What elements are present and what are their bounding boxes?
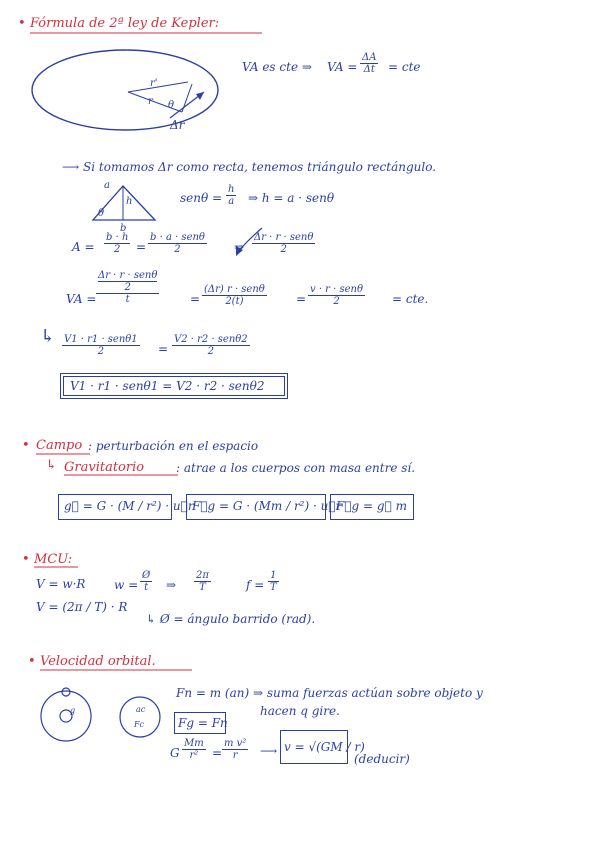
bullet-sec2: • <box>22 438 30 453</box>
area-f3-den: 2 <box>280 244 287 255</box>
campo-desc: : perturbación en el espacio <box>88 439 259 453</box>
f-frac <box>268 570 279 593</box>
tri-h: h <box>126 196 133 207</box>
v-eq5: = <box>158 342 169 356</box>
g-den: r² <box>189 750 199 761</box>
area-f1-num: b · h <box>106 232 129 243</box>
label-delta-r: Δr <box>170 118 185 132</box>
va-cte-text: VA es cte ⇒ <box>242 60 312 74</box>
f-num: 1 <box>268 570 279 582</box>
va2-f2-den: 2(t) <box>225 296 244 307</box>
va2-label: VA = <box>66 292 97 306</box>
velocity-arrowhead <box>196 92 204 100</box>
va2-eq3: = <box>190 292 201 306</box>
va2-top-num: Δr · r · senθ <box>98 270 158 281</box>
mcu-note: ↳ Ø = ángulo barrido (rad). <box>146 612 316 626</box>
va2-top-den: 2 <box>124 282 131 293</box>
satellite-dot <box>62 688 70 696</box>
va2-den: t <box>125 294 130 305</box>
va2-frac-2 <box>202 284 267 307</box>
tri-a: a <box>104 180 110 191</box>
deducir: (deducir) <box>354 752 410 766</box>
w-num: Ø <box>142 570 151 581</box>
gravitatorio-title: Gravitatorio <box>64 460 145 475</box>
va-den: Δt <box>363 64 375 75</box>
w2-den: T <box>199 582 206 593</box>
sen-fraction <box>226 184 236 207</box>
area-f1-den: 2 <box>114 244 121 255</box>
va2-f2-num: (Δr) r · senθ <box>204 284 265 295</box>
va2-big-num <box>96 270 159 294</box>
kepler-result: V1 · r1 · senθ1 = V2 · r2 · senθ2 <box>70 379 265 393</box>
section-title-vorbital: Velocidad orbital. <box>40 654 156 669</box>
va2-big-fraction <box>96 270 159 305</box>
w-eq: w = <box>114 578 139 592</box>
arrow-line: ⟶ Si tomamos Δr como recta, tenemos triángulo rectángulo. <box>62 160 437 174</box>
sen-num: h <box>228 184 235 195</box>
area-f2-den: 2 <box>174 244 181 255</box>
v2-den: 2 <box>207 346 215 357</box>
sen-rest: ⇒ h = a · senθ <box>248 191 335 205</box>
sen-eq: senθ = <box>180 191 223 205</box>
fn-line: Fn = m (an) ⇒ suma fuerzas actúan sobre objeto y <box>176 686 483 700</box>
va2-frac-3 <box>308 284 365 307</box>
g-eq2: = <box>212 746 223 760</box>
sen-den: a <box>228 196 235 207</box>
gravitatorio-desc: : atrae a los cuerpos con masa entre sí. <box>176 461 416 475</box>
fn-line-2: hacen q gire. <box>260 704 340 718</box>
w2-num: 2π <box>196 570 209 581</box>
mcu-l2: V = (2π / T) · R <box>36 600 128 614</box>
g-frac <box>182 738 206 761</box>
w-den: t <box>144 582 149 593</box>
w-arrow: ⇒ <box>166 578 177 592</box>
va2-f3-den: 2 <box>333 296 340 307</box>
va2-cte: = cte. <box>392 292 429 306</box>
area-frac-2 <box>148 232 207 255</box>
w-frac <box>140 570 152 593</box>
area-f2-num: b · a · senθ <box>150 232 205 243</box>
v1-den: 2 <box>97 346 105 357</box>
bullet-sec3: • <box>22 552 30 567</box>
tri-b: b <box>120 223 127 234</box>
va2-eq4: = <box>296 292 307 306</box>
circle-fc: Fc <box>134 720 145 729</box>
hook-arrow: ↳ <box>40 326 56 347</box>
g-label: G <box>170 746 180 760</box>
va-cte2: = cte <box>388 60 421 74</box>
field-formula-3: F⃗g = g⃗ m <box>336 499 407 513</box>
section-title-mcu: MCU: <box>34 552 73 567</box>
tri-theta: θ <box>98 208 105 219</box>
g-num: Mm <box>184 738 204 749</box>
circle-ac: ac <box>136 705 146 714</box>
g2-frac <box>222 738 248 761</box>
area-f3-num: Δr · r · senθ <box>254 232 314 243</box>
area-eq1: = <box>136 240 147 254</box>
fg-fn: Fg = Fn <box>178 716 228 730</box>
v-orbital: v = √(GM / r) <box>284 740 365 754</box>
v2-fraction <box>172 334 250 357</box>
section-title-kepler: Fórmula de 2ª ley de Kepler: <box>30 16 220 31</box>
g2-den: r <box>232 750 238 761</box>
radius-line <box>128 82 188 92</box>
v1-num: V1 · r1 · senθ1 <box>64 334 138 345</box>
va-fraction <box>360 52 378 75</box>
area-eq2: ⇒ <box>234 240 245 254</box>
f-den: T <box>270 582 277 593</box>
section-title-campo: Campo <box>36 438 83 453</box>
va-num: ΔA <box>362 52 377 63</box>
f-eq: f = <box>246 578 265 592</box>
area-frac-3 <box>252 232 315 255</box>
bullet-sec1: • <box>18 16 26 31</box>
field-formula-1: g⃗ = G · (M / r²) · u⃗r <box>64 499 194 513</box>
v1-fraction <box>62 334 140 357</box>
sub-arrow: ↳ <box>46 458 57 473</box>
orbit-circle-outer <box>41 691 91 741</box>
label-theta: θ <box>168 100 175 111</box>
bullet-sec4: • <box>28 654 36 669</box>
field-formula-2: F⃗g = G · (Mm / r²) · u⃗r <box>192 499 342 513</box>
area-A: A = <box>72 240 95 254</box>
label-r-prime: r' <box>150 78 158 89</box>
label-r: r <box>148 96 153 107</box>
v-arrow: ⟶ <box>260 744 278 758</box>
w2-frac <box>194 570 211 593</box>
circle-g: g <box>70 706 76 715</box>
g2-num: m v² <box>224 738 247 749</box>
orbit-circle-2 <box>120 697 160 737</box>
area-frac-1 <box>104 232 130 255</box>
v2-num: V2 · r2 · senθ2 <box>174 334 248 345</box>
mcu-l1: V = w·R <box>36 577 86 591</box>
va-eq: VA = <box>327 60 358 74</box>
va2-f3-num: v · r · senθ <box>310 284 364 295</box>
